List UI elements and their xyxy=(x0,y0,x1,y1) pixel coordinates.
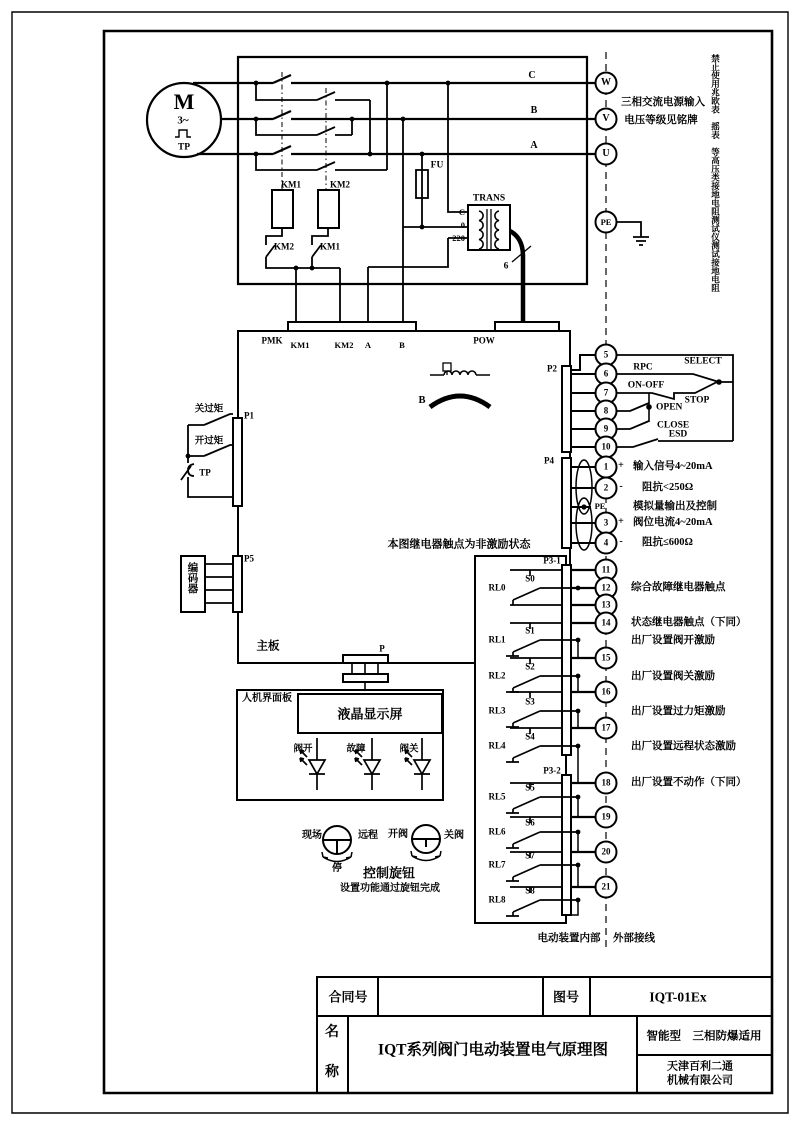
terminal-1: 1 xyxy=(603,461,609,472)
terminal-3: 3 xyxy=(603,517,609,528)
relay-rl2: RL2 xyxy=(488,670,506,681)
p-label: P xyxy=(379,643,385,654)
annot-fault-relay: 综合故障继电器触点 xyxy=(631,581,726,593)
power-note-line2: 电压等级见铭牌 xyxy=(624,114,698,126)
fuse-label: FU xyxy=(430,160,444,171)
relay-s0: S0 xyxy=(525,573,535,584)
terminal-11: 11 xyxy=(601,564,611,575)
km1-interlock-label: KM1 xyxy=(320,241,340,252)
p1-label: P1 xyxy=(244,410,254,421)
control-knobs xyxy=(322,825,441,862)
relay-rl3: RL3 xyxy=(488,705,506,716)
p4-row3-text: 模拟量输出及控制 xyxy=(633,500,717,512)
knob-openvalve-label: 开阀 xyxy=(388,829,408,840)
tp-left-label: TP xyxy=(199,467,211,478)
relay-state-note: 本图继电器触点为非激励状态 xyxy=(387,538,531,551)
relay-s7: S7 xyxy=(525,850,535,861)
relay-s8: S8 xyxy=(525,885,535,896)
terminal-2: 2 xyxy=(603,482,609,493)
p5-label: P5 xyxy=(244,553,254,564)
km2-coil-label: KM2 xyxy=(330,179,350,190)
terminal-13: 13 xyxy=(601,599,611,610)
relay-rl5: RL5 xyxy=(488,791,506,802)
terminal-14: 14 xyxy=(601,617,611,628)
sign-minus-1: - xyxy=(619,481,623,492)
hmi-panel-label: 人机界面板 xyxy=(242,693,292,704)
sign-plus-2: + xyxy=(618,516,624,527)
p4-label: P4 xyxy=(544,455,554,466)
relay-rl4: RL4 xyxy=(488,740,506,751)
annot-open-excite: 出厂设置阀开激励 xyxy=(631,634,715,646)
lcd-label: 液晶显示屏 xyxy=(337,706,403,722)
relay-s2: S2 xyxy=(525,661,535,672)
terminal-9: 9 xyxy=(603,423,609,434)
tap-0: 0 xyxy=(460,219,465,230)
tap-c: C xyxy=(458,206,465,217)
knob-note: 设置功能通过旋钮完成 xyxy=(340,883,440,894)
knob-title: 控制旋钮 xyxy=(362,865,416,881)
annot-no-action: 出厂设置不动作（下同） xyxy=(631,776,747,788)
phase-label-a: A xyxy=(530,140,538,151)
transformer-label: TRANS xyxy=(472,193,506,204)
relay-rl7: RL7 xyxy=(488,859,506,870)
wire-count: 6 xyxy=(503,261,509,272)
linkage-lines xyxy=(282,72,326,190)
sign-minus-2: - xyxy=(619,536,623,547)
p4-row5-text: 阻抗≤600Ω xyxy=(642,536,693,548)
relay-s1: S1 xyxy=(525,625,535,636)
p32-label: P3-2 xyxy=(543,765,561,776)
knob-local-label: 现场 xyxy=(302,830,322,841)
open-torque-label: 开过矩 xyxy=(194,436,224,447)
terminal-20: 20 xyxy=(601,846,611,857)
annot-close-excite: 出厂设置阀关激励 xyxy=(631,670,715,682)
relay-rl8: RL8 xyxy=(488,894,506,905)
terminal-21: 21 xyxy=(601,881,611,892)
company-line1: 天津百利二通 xyxy=(667,1060,733,1073)
motor-tp: TP xyxy=(177,142,191,153)
knob-stop-label: 停 xyxy=(332,863,342,874)
terminal-8: 8 xyxy=(603,405,609,416)
sign-plus-1: + xyxy=(618,460,624,471)
terminal-pe: PE xyxy=(600,216,612,227)
p31-label: P3-1 xyxy=(543,555,561,566)
relay-rl6: RL6 xyxy=(488,826,506,837)
pmk-pin-km2: KM2 xyxy=(334,339,354,350)
drawing-no-label: 图号 xyxy=(552,989,580,1005)
relay-s4: S4 xyxy=(525,731,535,742)
open-label: OPEN xyxy=(656,402,683,413)
p2-label: P2 xyxy=(547,363,557,374)
led-open-label: 阀开 xyxy=(293,744,313,755)
relay-s5: S5 xyxy=(525,782,535,793)
terminal-w: W xyxy=(601,77,611,88)
type-note: 智能型 三相防爆适用 xyxy=(646,1030,762,1043)
pmk-pin-a: A xyxy=(364,339,372,350)
annot-torque-excite: 出厂设置过力矩激励 xyxy=(631,705,726,717)
contactor-coils xyxy=(272,190,339,228)
terminal-15: 15 xyxy=(601,652,611,663)
pmk-pin-b: B xyxy=(399,339,405,350)
inductor-b-label: B xyxy=(418,394,426,406)
close-torque-label: 关过矩 xyxy=(194,404,224,415)
relay-rl1: RL1 xyxy=(488,634,506,645)
led-fault-label: 故障 xyxy=(346,744,366,755)
led-close-label: 阀关 xyxy=(399,744,419,755)
frames xyxy=(12,12,788,1113)
terminal-4: 4 xyxy=(603,537,609,548)
footer-internal: 电动装置内部 xyxy=(537,932,601,944)
terminal-19: 19 xyxy=(601,811,611,822)
earth-symbol xyxy=(617,222,649,245)
mainboard-label: 主板 xyxy=(256,640,280,653)
select-label: SELECT xyxy=(684,356,722,367)
terminal-12: 12 xyxy=(601,582,611,593)
relay-terminal-wires xyxy=(571,570,595,887)
megger-warning-text: 禁止使用兆欧表 摇表 等高压类接地电阻测试仪测试接地电阻 xyxy=(710,54,721,292)
close-label: CLOSE xyxy=(657,420,690,431)
inductor-b-symbol xyxy=(430,363,490,407)
pow-label: POW xyxy=(473,335,495,346)
terminal-7: 7 xyxy=(603,387,609,398)
on-off-label: ON-OFF xyxy=(627,380,665,391)
transformer xyxy=(468,205,531,322)
terminal-16: 16 xyxy=(601,686,611,697)
relay-s3: S3 xyxy=(525,696,535,707)
terminal-pe-analog: PE xyxy=(594,500,606,511)
knob-closevalve-label: 关阀 xyxy=(444,830,464,841)
terminal-5: 5 xyxy=(603,349,609,360)
km2-interlock-label: KM2 xyxy=(274,241,294,252)
terminal-u: U xyxy=(602,148,610,159)
terminal-10: 10 xyxy=(601,441,611,452)
pmk-label: PMK xyxy=(261,335,283,346)
terminal-6: 6 xyxy=(603,368,609,379)
terminal-18: 18 xyxy=(601,777,611,788)
rpc-label: RPC xyxy=(633,362,653,373)
company-line2: 机械有限公司 xyxy=(667,1074,733,1087)
annot-remote-excite: 出厂设置远程状态激励 xyxy=(631,740,736,752)
p4-row2-text: 阻抗<250Ω xyxy=(642,481,694,493)
annot-status-relay: 状态继电器触点（下同） xyxy=(631,616,747,628)
name-char-1: 名 xyxy=(325,1025,339,1040)
motor-phase: 3~ xyxy=(177,114,189,127)
name-char-2: 称 xyxy=(325,1065,339,1080)
motor-m: M xyxy=(173,89,195,114)
esd-label: ESD xyxy=(668,429,688,440)
tap-220: 220 xyxy=(452,232,465,243)
terminal-v: V xyxy=(602,113,610,124)
stop-label: STOP xyxy=(684,395,710,406)
phase-label-b: B xyxy=(530,105,538,116)
relay-s6: S6 xyxy=(525,817,535,828)
p4-row4-text: 阀位电流4~20mA xyxy=(633,516,713,528)
terminal-17: 17 xyxy=(601,722,611,733)
contract-label: 合同号 xyxy=(328,989,368,1005)
drawing-no-value: IQT-01Ex xyxy=(649,989,707,1005)
footer-external: 外部接线 xyxy=(613,932,655,944)
drawing-title: IQT系列阀门电动装置电气原理图 xyxy=(378,1041,608,1059)
encoder-label: 编码器 xyxy=(186,562,198,594)
power-note-line1: 三相交流电源输入 xyxy=(621,96,705,108)
p4-row1-text: 输入信号4~20mA xyxy=(633,460,713,472)
relay-rl0: RL0 xyxy=(488,582,506,593)
km1-coil-label: KM1 xyxy=(281,179,301,190)
knob-remote-label: 远程 xyxy=(358,830,378,841)
pmk-pin-km1: KM1 xyxy=(290,339,310,350)
phase-label-c: C xyxy=(528,70,536,81)
